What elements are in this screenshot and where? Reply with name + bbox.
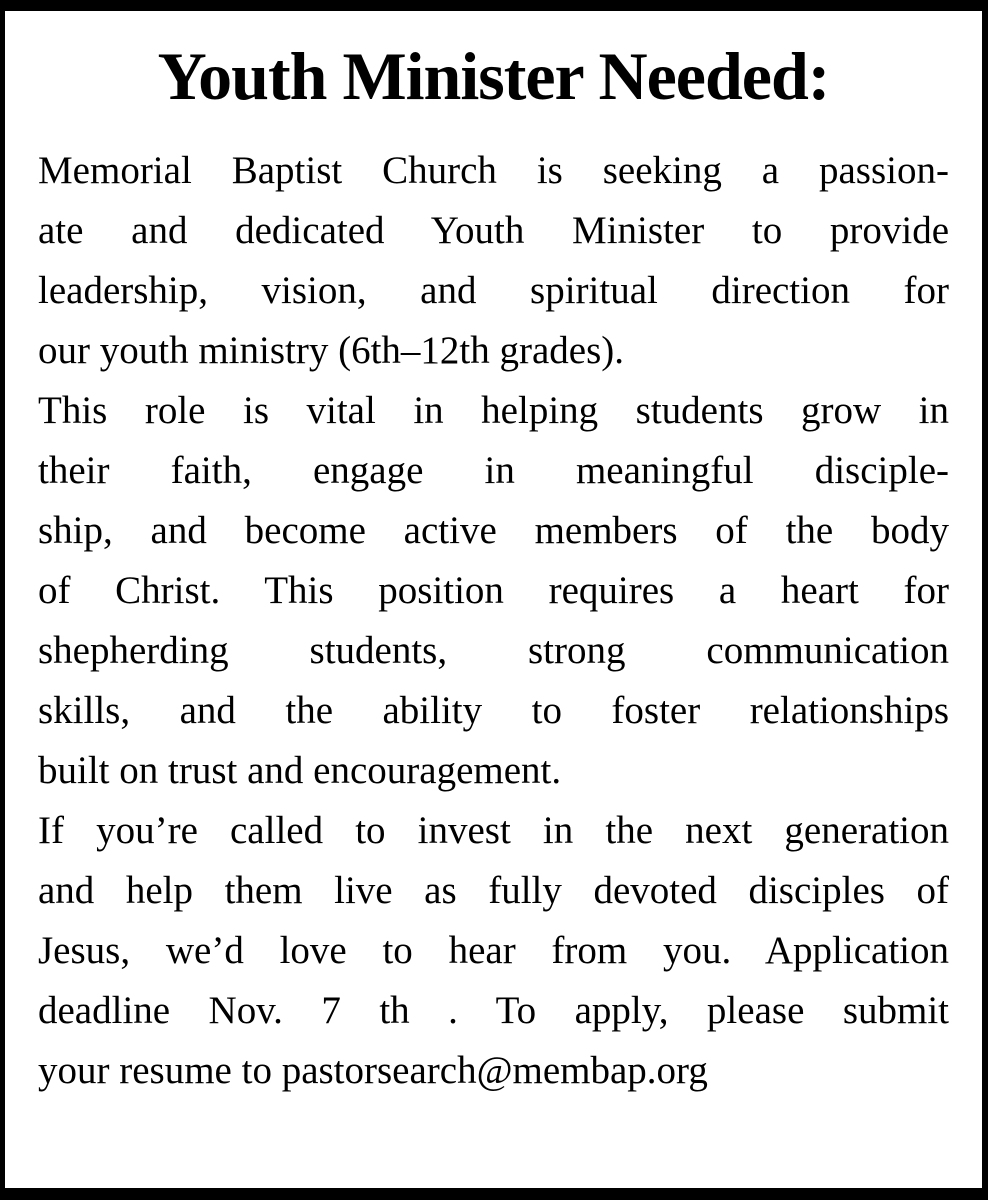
text-line: their faith, engage in meaningful disciple-	[38, 449, 949, 492]
text-line: If you’re called to invest in the next generation	[38, 809, 949, 852]
text-line: ship, and become active members of the body	[38, 509, 949, 552]
text-line: Jesus, we’d love to hear from you. Application	[38, 929, 949, 972]
text-line: shepherding students, strong communication	[38, 629, 949, 672]
ad-title: Youth Minister Needed:	[157, 38, 830, 114]
text-line: deadline Nov. 7 th . To apply, please submit	[38, 989, 949, 1032]
text-line: leadership, vision, and spiritual direction for	[38, 269, 949, 312]
text-line: our youth ministry (6th–12th grades).	[38, 329, 625, 372]
text-line: your resume to pastorsearch@membap.org	[38, 1049, 708, 1092]
text-line: of Christ. This position requires a heart for	[38, 569, 949, 612]
text-line: ate and dedicated Youth Minister to provide	[38, 209, 949, 252]
text-line: built on trust and encouragement.	[38, 749, 562, 792]
text-line: This role is vital in helping students grow in	[38, 389, 949, 432]
text-line: skills, and the ability to foster relationships	[38, 689, 949, 732]
text-line: Memorial Baptist Church is seeking a passion-	[38, 149, 949, 192]
text-line: and help them live as fully devoted disciples of	[38, 869, 949, 912]
ad-body	[38, 141, 949, 1101]
